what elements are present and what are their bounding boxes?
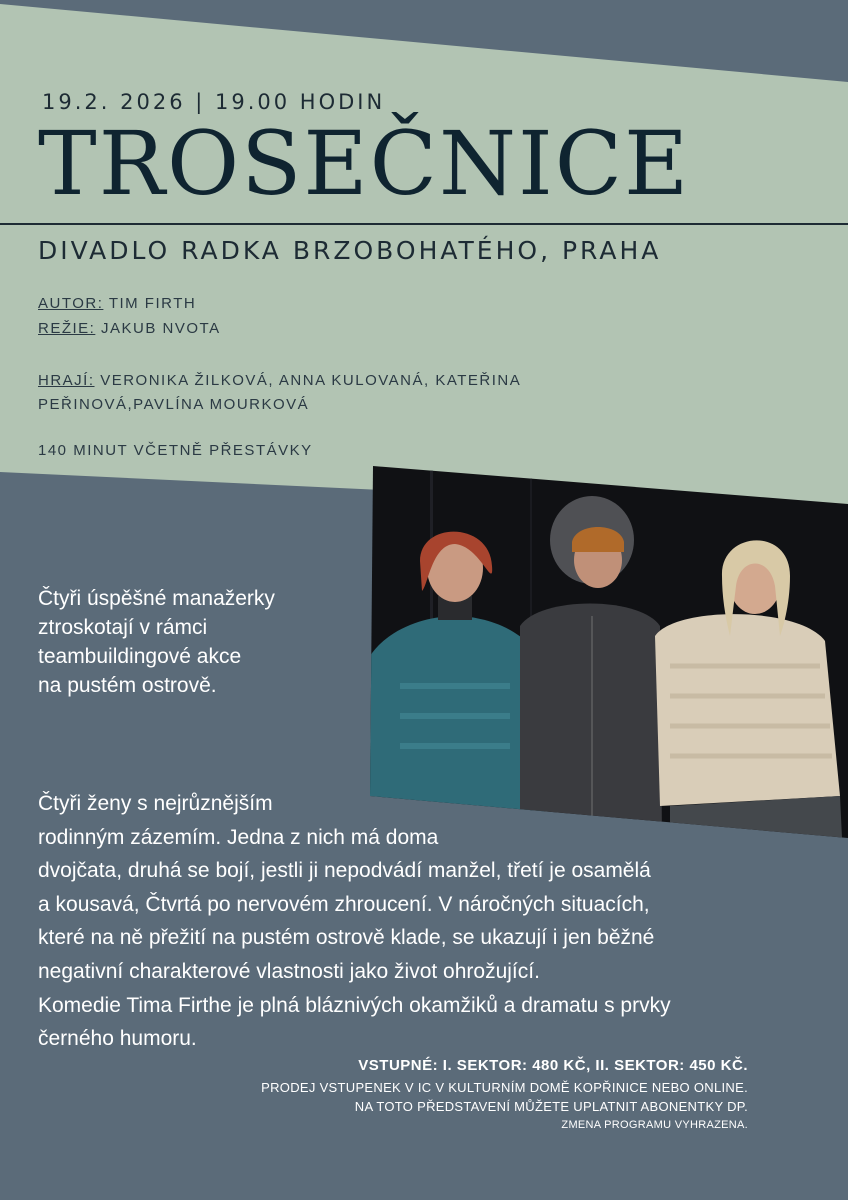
- director-label: REŽIE:: [38, 320, 96, 337]
- cast-credit: [38, 369, 598, 417]
- event-title: TROSEČNICE: [38, 112, 691, 215]
- intro-line: teambuildingové akce: [38, 645, 242, 668]
- intro-line: ztroskotají v rámci: [38, 616, 208, 639]
- cast-label: HRAJÍ:: [38, 372, 95, 389]
- description-line: a kousavá, Čtvrtá po nervovém zhroucení. V náročných situacích,: [38, 892, 650, 916]
- director-credit: [38, 320, 221, 337]
- description-line: dvojčata, druhá se bojí, jestli ji nepodvádí manžel, třetí je osamělá: [38, 859, 651, 883]
- description-line: černého humoru.: [38, 1027, 197, 1051]
- intro-line: na pustém ostrově.: [38, 674, 217, 697]
- ticket-sales-info: PRODEJ VSTUPENEK V IC V KULTURNÍM DOMĚ KOPŘINICE NEBO ONLINE.: [261, 1080, 748, 1095]
- description-line: Komedie Tima Firthe je plná bláznivých okamžiků a dramatu s prvky: [38, 993, 671, 1017]
- duration: 140 MINUT VČETNĚ PŘESTÁVKY: [38, 442, 313, 459]
- author-credit: [38, 295, 196, 312]
- intro-line: Čtyři úspěšné manažerky: [38, 587, 275, 610]
- description-line: negativní charakterové vlastnosti jako život ohrožující.: [38, 959, 540, 983]
- program-change-notice: ZMENA PROGRAMU VYHRAZENA.: [561, 1119, 748, 1131]
- description-line: Čtyři ženy s nejrůznějším: [38, 792, 273, 815]
- event-date-time: 19.2. 2026 | 19.00 HODIN: [42, 90, 386, 114]
- author-name: TIM FIRTH: [108, 295, 197, 312]
- description-line: rodinným zázemím. Jedna z nich má doma: [38, 825, 439, 849]
- intro-text: [38, 584, 358, 700]
- performance-photo: [370, 466, 848, 838]
- author-label: AUTOR:: [38, 295, 104, 312]
- title-divider: [0, 223, 848, 225]
- description-line: které na ně přežití na pustém ostrově klade, se ukazují i jen běžné: [38, 926, 655, 950]
- director-name: JAKUB NVOTA: [101, 320, 221, 337]
- ticket-prices: VSTUPNÉ: I. SEKTOR: 480 KČ, II. SEKTOR: 450 KČ.: [358, 1057, 748, 1074]
- description-text: [38, 787, 778, 1056]
- event-venue: DIVADLO RADKA BRZOBOHATÉHO, PRAHA: [38, 236, 662, 265]
- cast-names: VERONIKA ŽILKOVÁ, ANNA KULOVANÁ, KATEŘINA PEŘINOVÁ,PAVLÍNA MOURKOVÁ: [38, 372, 521, 413]
- subscription-info: NA TOTO PŘEDSTAVENÍ MŮŽETE UPLATNIT ABONENTKY DP.: [354, 1099, 748, 1114]
